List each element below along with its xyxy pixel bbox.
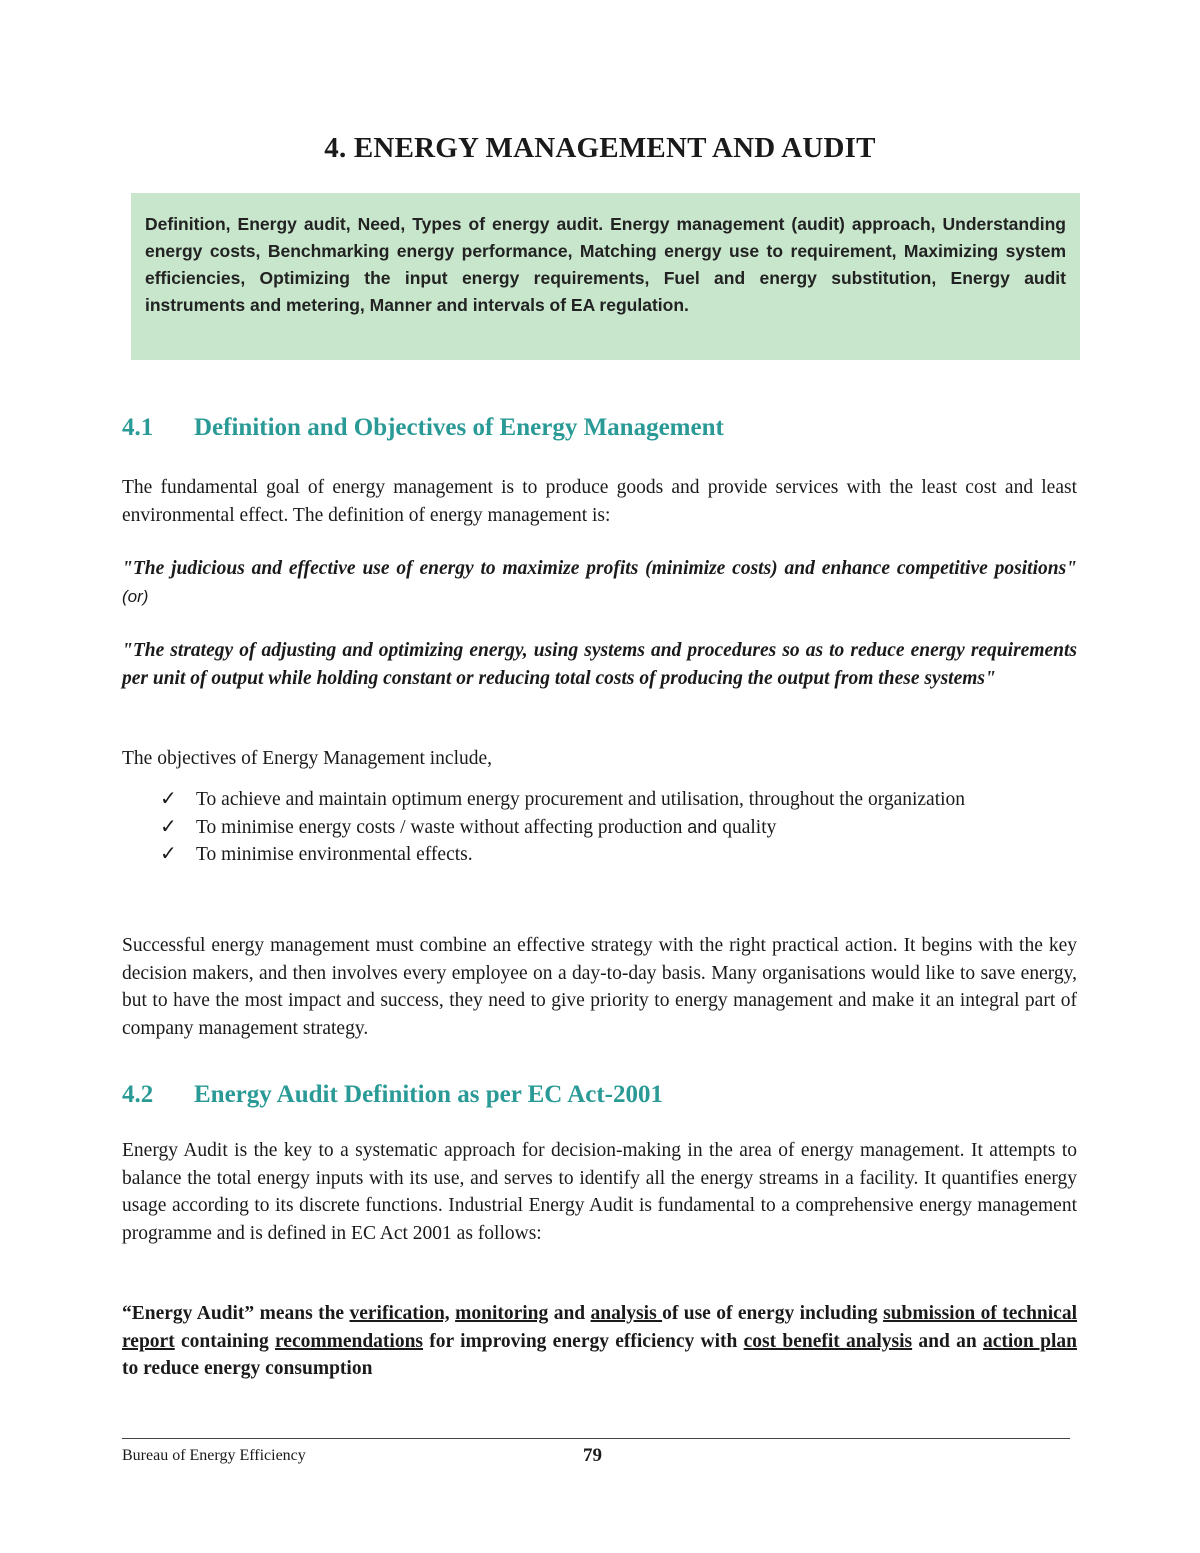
underlined-term: analysis xyxy=(590,1303,663,1324)
page-number: 79 xyxy=(583,1445,602,1466)
definition-text: and xyxy=(548,1303,591,1324)
energy-audit-intro-paragraph: Energy Audit is the key to a systematic approach for decision-making in the area of energy management. It attempts to balance the total energy inputs with its use, and serves to identify all the energy streams in a facility. It quantifies energy usage according to its discrete functions. Industrial Energy Audit is fundamental to a comprehensive energy management programme and is defined in EC Act 2001 as follows: xyxy=(122,1140,1077,1244)
footer-divider xyxy=(122,1438,1070,1439)
definition-text: to reduce energy consumption xyxy=(122,1358,373,1379)
quote-text: "The judicious and effective use of energy to maximize profits (minimize costs) and enhance competitive positions" xyxy=(122,558,1077,579)
list-item xyxy=(160,814,1077,842)
list-item xyxy=(160,841,1077,869)
underlined-term: action plan xyxy=(982,1330,1077,1352)
closing-paragraph: Successful energy management must combine an effective strategy with the right practical action. It begins with the key decision makers, and then involves every employee on a day-to-day basis. Many organisations would like to save energy, but to have the most impact and success, they need to give priority to energy management and make it an integral part of company management strategy. xyxy=(122,935,1077,1039)
section-heading-4-1 xyxy=(122,414,724,442)
objectives-intro: The objectives of Energy Management include, xyxy=(122,748,493,769)
objectives-list xyxy=(160,786,1077,869)
section-title: Energy Audit Definition as per EC Act-2001 xyxy=(194,1081,663,1108)
section-intro-paragraph: The fundamental goal of energy management is to produce goods and provide services with the least cost and least environmental effect. The definition of energy management is: xyxy=(122,477,1077,526)
definition-text: of use of energy including xyxy=(662,1303,884,1324)
underlined-term: recommendations xyxy=(274,1330,424,1352)
section-number: 4.2 xyxy=(122,1081,154,1108)
energy-audit-definition xyxy=(122,1300,1077,1383)
check-mark-icon: ✓ xyxy=(160,843,177,865)
chapter-title: 4. ENERGY MANAGEMENT AND AUDIT xyxy=(324,132,876,164)
list-item xyxy=(160,786,1077,814)
underlined-term: monitoring xyxy=(455,1303,549,1324)
definition-text: containing xyxy=(174,1330,275,1352)
definition-text: and an xyxy=(912,1330,983,1352)
quote-or-note: (or) xyxy=(122,586,149,606)
list-item-text: To minimise environmental effects. xyxy=(196,844,473,865)
underlined-term: cost benefit analysis xyxy=(743,1330,913,1352)
section-title: Definition and Objectives of Energy Management xyxy=(194,414,724,441)
definition-quote-2: "The strategy of adjusting and optimizing energy, using systems and procedures so as to reduce energy requirements per unit of output while holding constant or reducing total costs of producing the output from these systems" xyxy=(122,640,1077,689)
list-item-text: To achieve and maintain optimum energy procurement and utilisation, throughout the organization xyxy=(196,789,966,810)
check-mark-icon: ✓ xyxy=(160,788,177,810)
chapter-summary-box: Definition, Energy audit, Need, Types of energy audit. Energy management (audit) approach, Understanding energy costs, Benchmarking energy performance, Matching energy use to requirement, Maximizing system efficiencies, Optimizing the input energy requirements, Fuel and energy substitution, Energy audit instruments and metering, Manner and intervals of EA regulation. xyxy=(131,193,1080,360)
section-number: 4.1 xyxy=(122,414,154,441)
list-item-text: To minimise energy costs / waste without affecting production xyxy=(196,816,683,838)
underlined-term: verification, xyxy=(349,1303,450,1324)
definition-text: for improving energy efficiency with xyxy=(423,1330,744,1352)
list-item-tail: quality xyxy=(722,816,777,838)
list-item-and-word: and xyxy=(687,816,718,837)
footer-publisher: Bureau of Energy Efficiency xyxy=(122,1447,306,1464)
section-heading-4-2 xyxy=(122,1081,663,1109)
underlined-term: submission of technical report xyxy=(122,1303,1077,1352)
definition-text: “Energy Audit” means the xyxy=(122,1303,350,1324)
check-mark-icon: ✓ xyxy=(160,815,177,838)
definition-quote-1 xyxy=(122,555,1077,610)
